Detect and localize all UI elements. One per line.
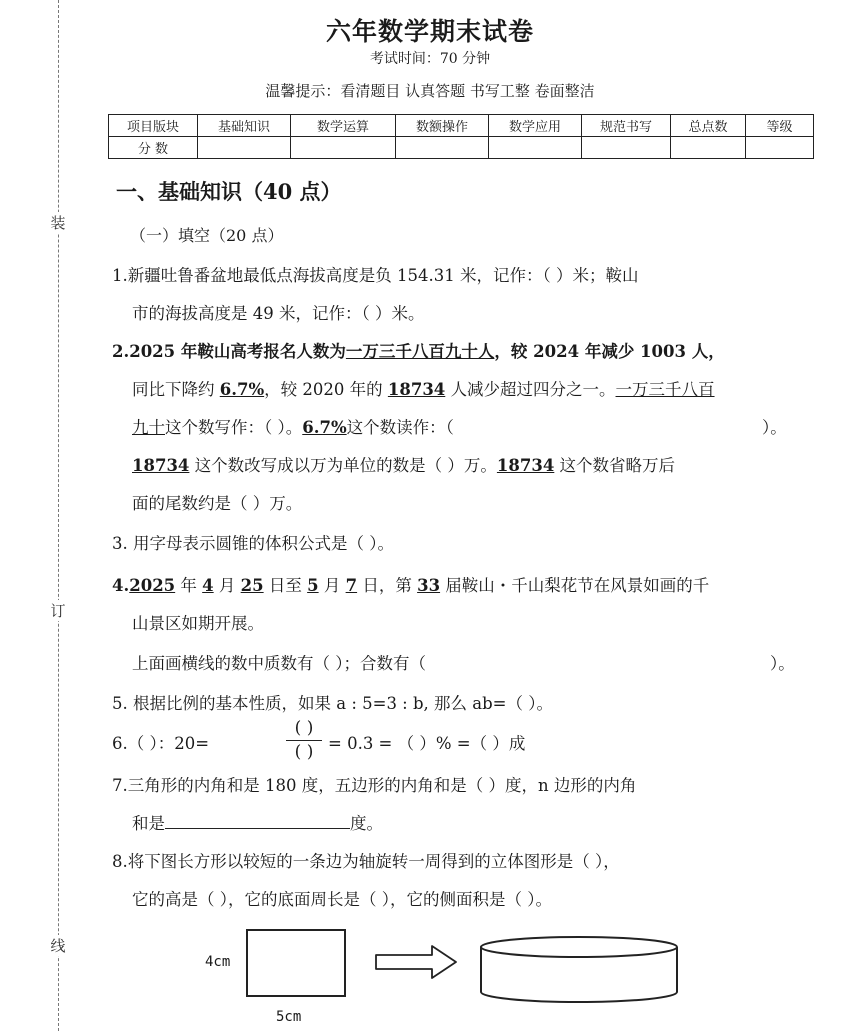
q2-underlined-number: 6.7% — [219, 380, 265, 399]
score-header-cell: 基础知识 — [198, 115, 291, 137]
question-3: 3. 用字母表示圆锥的体积公式是（ ）。 — [112, 534, 394, 553]
rectangle-height-label: 4cm — [205, 954, 231, 970]
q2-underlined-number: 18734 — [132, 456, 190, 475]
fraction-numerator: ( ) — [294, 718, 314, 738]
question-8-line-2: 它的高是（ ），它的底面周长是（ ），它的侧面积是（ ）。 — [132, 890, 552, 909]
section-title: 一、基础知识（40 点） — [116, 179, 342, 204]
score-row-label: 分 数 — [109, 137, 198, 159]
score-header-cell: 数学应用 — [489, 115, 582, 137]
binding-char-zhuang: 装 — [48, 212, 68, 233]
q4-underlined-number: 25 — [240, 576, 264, 595]
score-header-cell: 项目版块 — [109, 115, 198, 137]
subsection-title: （一）填空（20 点） — [130, 226, 284, 245]
question-6-right: = 0.3 = （ ）% =（ ）成 — [328, 734, 526, 753]
q2-underlined-number: 18734 — [387, 380, 446, 399]
q2-text: 这个数写作：（ ）。 — [165, 418, 303, 437]
q2-underlined-number: 一万三千八百九十人 — [345, 342, 495, 361]
q4-text: 届鞍山・千山梨花节在风景如画的千 — [440, 576, 710, 595]
binding-char-ding: 订 — [48, 600, 68, 621]
q2-text: 同比下降约 — [132, 380, 220, 399]
q4-underlined-number: 5 — [307, 576, 319, 595]
q4-underlined-number: 33 — [417, 576, 441, 595]
question-1-line-2: 市的海拔高度是 49 米，记作：（ ）米。 — [132, 304, 425, 323]
cylinder-figure — [481, 937, 677, 1002]
question-6-left: 6.（ ）：20= — [112, 734, 210, 753]
q7-text: 和是 — [132, 814, 165, 833]
q2-text: 这个数改写成以万为单位的数是（ ）万。 — [189, 456, 497, 475]
exam-time: 考试时间：70 分钟 — [369, 51, 491, 67]
binding-char-xian: 线 — [48, 935, 68, 956]
q2-text: 人减少超过四分之一。 — [445, 380, 616, 399]
q2-underlined-number: 6.7% — [302, 418, 347, 437]
question-4-line-3-end: ）。 — [770, 654, 795, 673]
question-1-line-1: 1.新疆吐鲁番盆地最低点海拔高度是负 154.31 米，记作：（ ）米；鞍山 — [112, 266, 639, 285]
q2-text: ，较 2020 年的 — [264, 380, 388, 399]
q2-underlined-number: 18734 — [496, 456, 555, 475]
q4-underlined-number: 7 — [345, 576, 358, 595]
question-4-line-3: 上面画横线的数中质数有（ ）；合数有（ — [132, 654, 426, 673]
q4-text: 月 — [318, 576, 346, 595]
fraction-denominator: ( ) — [294, 742, 314, 762]
q2-text: 这个数读作：（ — [346, 418, 454, 437]
q4-text: 年 — [175, 576, 203, 595]
q2-text: 2.2025 年鞍山高考报名人数为 — [112, 342, 346, 361]
score-header-cell: 数学运算 — [291, 115, 396, 137]
score-header-cell: 总点数 — [671, 115, 746, 137]
question-4-line-2: 山景区如期开展。 — [132, 614, 264, 633]
rectangle-width-label: 5cm — [276, 1009, 302, 1025]
q4-text: 月 — [213, 576, 241, 595]
score-header-cell: 规范书写 — [582, 115, 671, 137]
q2-text: ，较 2024 年减少 1003 人， — [494, 342, 725, 361]
question-2-line-5: 面的尾数约是（ ）万。 — [132, 494, 303, 513]
score-header-cell: 数额操作 — [396, 115, 489, 137]
question-7-line-1: 7.三角形的内角和是 180 度，五边形的内角和是（ ）度，n 边形的内角 — [112, 776, 637, 795]
q4-text: 日，第 — [357, 576, 418, 595]
question-5: 5. 根据比例的基本性质，如果 a : 5=3 : b, 那么 ab=（ ）。 — [112, 694, 554, 713]
exam-tips: 温馨提示：看清题目 认真答题 书写工整 卷面整洁 — [265, 82, 595, 100]
q7-text: 度。 — [350, 814, 383, 833]
exam-title: 六年数学期末试卷 — [325, 17, 534, 46]
arrow-icon — [376, 946, 456, 978]
q4-text: 日至 — [263, 576, 308, 595]
q2-underlined-number: 一万三千八百 — [615, 380, 715, 399]
q2-underlined-number: 九十 — [132, 418, 165, 437]
q2-text: 这个数省略万后 — [554, 456, 676, 475]
q4-underlined-number: 2025 — [129, 576, 176, 595]
question-2-line-3-end: ）。 — [762, 418, 787, 437]
question-8-line-1: 8.将下图长方形以较短的一条边为轴旋转一周得到的立体图形是（ ）， — [112, 852, 620, 871]
q4-text: 4. — [112, 576, 130, 595]
score-header-cell: 等级 — [746, 115, 814, 137]
q4-underlined-number: 4 — [202, 576, 214, 595]
